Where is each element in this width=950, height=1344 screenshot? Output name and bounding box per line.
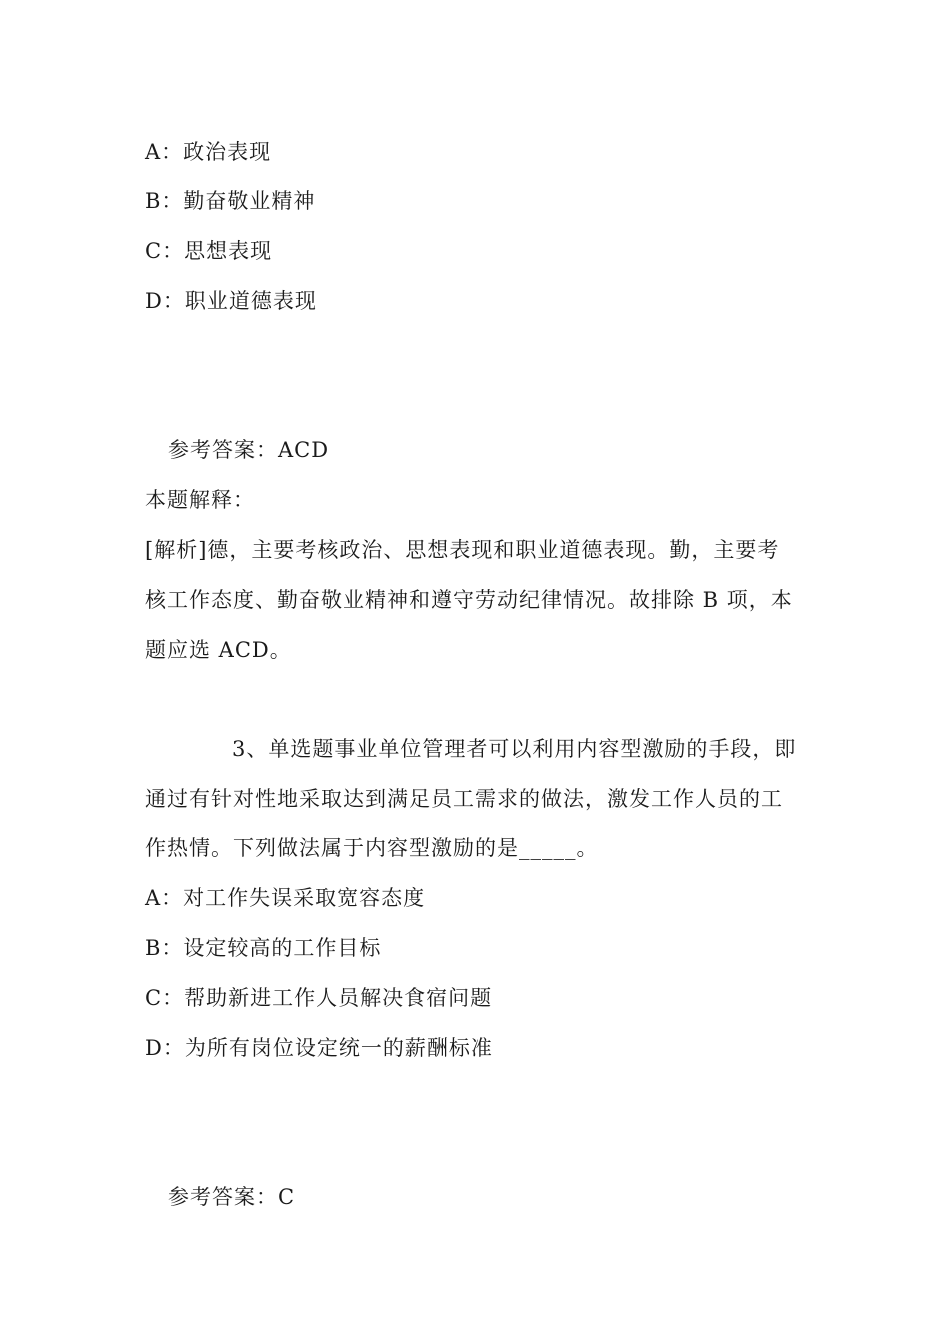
q2-explanation-line-3: 题应选 ACD。: [145, 638, 292, 662]
q3-option-d: D：为所有岗位设定统一的薪酬标准: [145, 1036, 493, 1060]
q2-explanation-title: 本题解释：: [145, 488, 255, 512]
q3-option-c: C：帮助新进工作人员解决食宿问题: [145, 986, 493, 1010]
q2-explanation-line-2: 核工作态度、勤奋敬业精神和遵守劳动纪律情况。故排除 B 项，本: [145, 588, 793, 612]
q3-answer: 参考答案：C: [168, 1185, 296, 1209]
q3-option-a: A：对工作失误采取宽容态度: [145, 886, 426, 910]
q2-answer: 参考答案：ACD: [168, 438, 330, 462]
q3-stem-line-1: 3、单选题事业单位管理者可以利用内容型激励的手段，即: [232, 737, 797, 761]
q2-option-d: D：职业道德表现: [145, 289, 317, 313]
q3-stem-line-2: 通过有针对性地采取达到满足员工需求的做法，激发工作人员的工: [145, 787, 783, 811]
q3-option-b: B：设定较高的工作目标: [145, 936, 382, 960]
q2-option-c: C：思想表现: [145, 239, 273, 263]
q3-stem-line-3: 作热情。下列做法属于内容型激励的是_____。: [145, 836, 599, 860]
q2-option-a: A：政治表现: [145, 140, 272, 164]
q2-explanation-line-1: [解析]德，主要考核政治、思想表现和职业道德表现。勤，主要考: [145, 538, 780, 562]
q2-option-b: B：勤奋敬业精神: [145, 189, 316, 213]
